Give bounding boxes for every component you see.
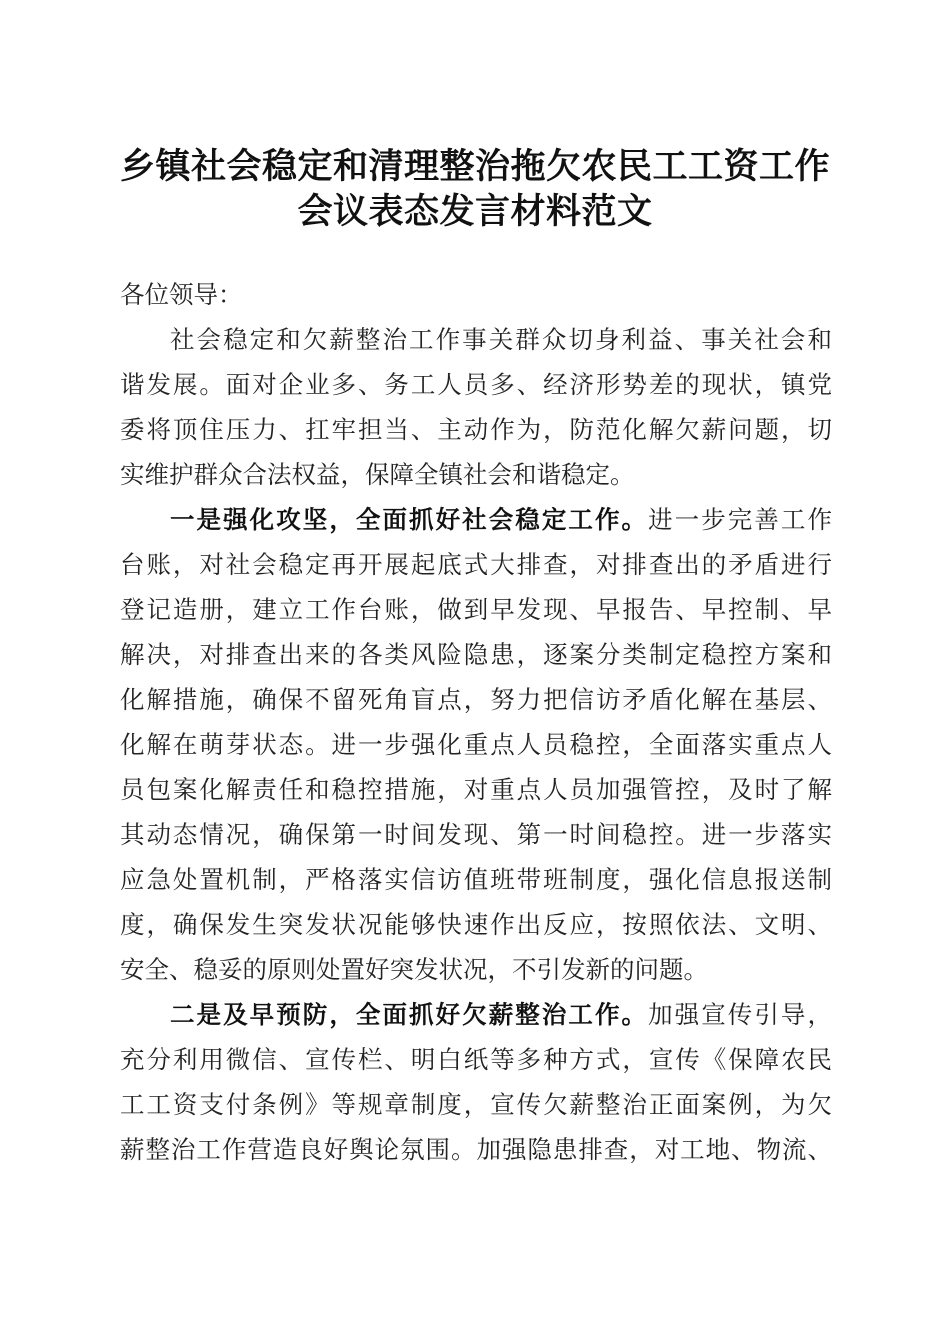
section1-line: 安全、稳妥的原则处置好突发状况，不引发新的问题。 (120, 955, 708, 984)
section2-line: 工工资支付条例》等规章制度，宣传欠薪整治正面案例，为欠 (120, 1090, 832, 1119)
section1-line: 解决，对排查出来的各类风险隐患，逐案分类制定稳控方案和 (120, 640, 832, 669)
section2-heading: 二是及早预防，全面抓好欠薪整治工作。 (170, 1000, 649, 1029)
section1-first-rest: 进一步完善工作 (648, 505, 832, 534)
salutation: 各位领导： (120, 280, 243, 309)
section1-line: 其动态情况，确保第一时间发现、第一时间稳控。进一步落实 (120, 820, 832, 849)
document-title-line-1: 乡镇社会稳定和清理整治拖欠农民工工资工作 (119, 146, 830, 187)
section1-first-line (170, 500, 832, 540)
section1-line: 台账，对社会稳定再开展起底式大排查，对排查出的矛盾进行 (120, 550, 832, 579)
document-title-line-2: 会议表态发言材料范文 (297, 191, 653, 232)
section1-line: 化解在萌芽状态。进一步强化重点人员稳控，全面落实重点人 (120, 730, 832, 759)
section2-line: 充分利用微信、宣传栏、明白纸等多种方式，宣传《保障农民 (120, 1045, 832, 1074)
section1-line: 化解措施，确保不留死角盲点，努力把信访矛盾化解在基层、 (120, 685, 832, 714)
section1-line: 度，确保发生突发状况能够快速作出反应，按照依法、文明、 (120, 910, 832, 939)
intro-line: 谐发展。面对企业多、务工人员多、经济形势差的现状，镇党 (120, 370, 832, 399)
intro-line: 委将顶住压力、扛牢担当、主动作为，防范化解欠薪问题，切 (120, 415, 832, 444)
section2-line: 薪整治工作营造良好舆论氛围。加强隐患排查，对工地、物流、 (120, 1135, 832, 1164)
section1-line: 登记造册，建立工作台账，做到早发现、早报告、早控制、早 (120, 595, 832, 624)
section1-line: 应急处置机制，严格落实信访值班带班制度，强化信息报送制 (120, 865, 832, 894)
intro-line: 社会稳定和欠薪整治工作事关群众切身利益、事关社会和 (170, 325, 832, 354)
section1-heading: 一是强化攻坚，全面抓好社会稳定工作。 (170, 505, 649, 534)
section2-first-line (170, 995, 832, 1035)
section1-line: 员包案化解责任和稳控措施，对重点人员加强管控，及时了解 (120, 775, 832, 804)
section2-first-rest: 加强宣传引导， (648, 1000, 832, 1029)
intro-line: 实维护群众合法权益，保障全镇社会和谐稳定。 (120, 460, 635, 489)
